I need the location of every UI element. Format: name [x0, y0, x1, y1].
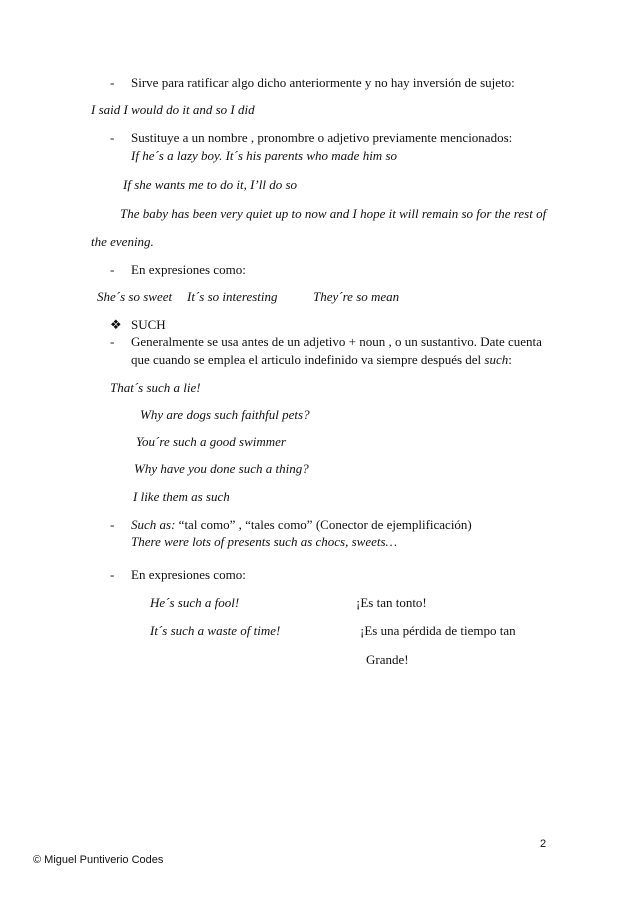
example-sentence: She´s so sweet	[97, 289, 173, 304]
section-heading: SUCH	[131, 317, 166, 332]
paragraph-text: En expresiones como:	[131, 262, 246, 277]
paragraph-text-part: “tal como” , “tales como” (Conector de ejemplificación)	[178, 517, 472, 532]
example-sentence: It´s such a waste of time!	[150, 623, 281, 638]
paragraph-text	[131, 352, 512, 368]
punctuation: :	[508, 352, 512, 367]
example-sentence: There were lots of presents such as chocs, sweets…	[131, 534, 398, 549]
example-sentence: Why are dogs such faithful pets?	[140, 407, 310, 422]
diamond-bullet-icon: ❖	[110, 317, 122, 332]
example-sentence: It´s so interesting	[187, 289, 278, 304]
example-sentence: If she wants me to do it, I’ll do so	[123, 177, 298, 192]
dash-marker: -	[110, 567, 115, 582]
dash-marker: -	[110, 334, 115, 349]
example-sentence: If he´s a lazy boy. It´s his parents who made him so	[131, 148, 397, 163]
paragraph-text-part: que cuando se emplea el articulo indefinido va siempre después del	[131, 352, 482, 367]
example-sentence: They´re so mean	[313, 289, 400, 304]
example-sentence: The baby has been very quiet up to now and I hope it will remain so for the rest of	[120, 206, 547, 221]
dash-marker: -	[110, 262, 115, 277]
example-sentence: Why have you done such a thing?	[134, 461, 309, 476]
example-sentence: the evening.	[91, 234, 154, 249]
example-sentence: You´re such a good swimmer	[136, 434, 286, 449]
paragraph-text	[131, 517, 472, 533]
translation-text: ¡Es una pérdida de tiempo tan	[360, 623, 516, 638]
example-sentence: I like them as such	[133, 489, 230, 504]
example-sentence: That´s such a lie!	[110, 380, 201, 395]
dash-marker: -	[110, 75, 115, 90]
paragraph-text: En expresiones como:	[131, 567, 246, 582]
emphasis-word: such	[484, 352, 509, 367]
dash-marker: -	[110, 130, 115, 145]
page-number: 2	[540, 838, 547, 850]
example-sentence: He´s such a fool!	[150, 595, 240, 610]
footer-copyright: © Miguel Puntiverio Codes	[33, 854, 164, 866]
example-sentence: I said I would do it and so I did	[91, 102, 255, 117]
paragraph-text: Generalmente se usa antes de un adjetivo + noun , o un sustantivo. Date cuenta	[131, 334, 542, 349]
translation-text: ¡Es tan tonto!	[356, 595, 427, 610]
translation-text: Grande!	[366, 652, 409, 667]
emphasis-phrase: Such as:	[131, 517, 176, 532]
paragraph-text: Sirve para ratificar algo dicho anteriormente y no hay inversión de sujeto:	[131, 75, 515, 90]
paragraph-text: Sustituye a un nombre , pronombre o adjetivo previamente mencionados:	[131, 130, 513, 145]
dash-marker: -	[110, 517, 115, 532]
